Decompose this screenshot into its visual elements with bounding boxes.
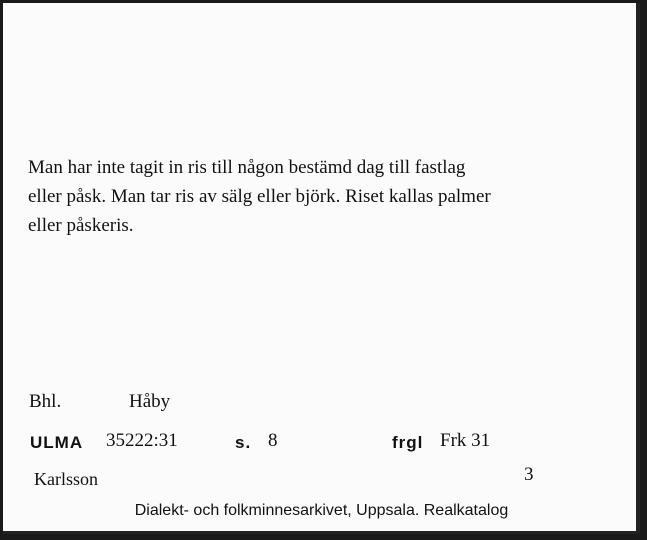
- card-body-text: [28, 153, 628, 240]
- recorder-name: Karlsson: [34, 469, 98, 489]
- frgl-value: Frk 31: [440, 430, 491, 451]
- body-line: eller påsk. Man tar ris av sälg eller björk. Riset kallas palmer: [28, 186, 491, 207]
- body-line: Man har inte tagit in ris till någon bestämd dag till fastlag: [28, 157, 466, 178]
- archive-card: [3, 3, 640, 534]
- reference-row: [30, 430, 630, 454]
- card-number: 3: [524, 464, 534, 485]
- parish-abbrev: Bhl.: [29, 391, 62, 412]
- page-value: 8: [268, 430, 278, 451]
- page-label: s.: [235, 433, 252, 452]
- ulma-label: ULMA: [30, 433, 84, 452]
- ulma-value: 35222:31: [106, 430, 178, 451]
- frgl-label: frgl: [392, 433, 424, 452]
- village-name: Håby: [129, 391, 171, 412]
- archive-footer: Dialekt- och folkminnesarkivet, Uppsala. Realkatalog: [134, 502, 509, 519]
- body-line: eller påskeris.: [28, 215, 134, 236]
